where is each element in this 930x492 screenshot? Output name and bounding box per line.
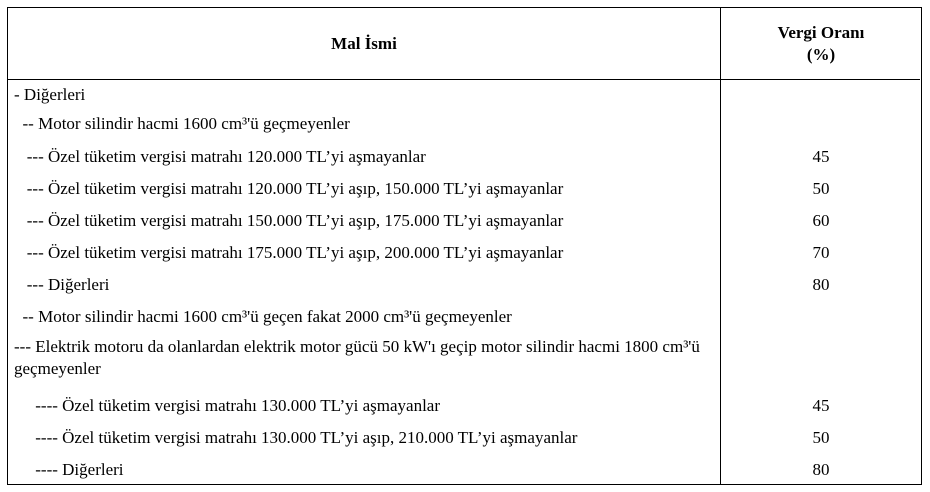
row-rate: 80 <box>812 460 830 479</box>
row-rate: 50 <box>812 428 830 447</box>
row-rate: 70 <box>812 243 830 262</box>
row-name: --- Elektrik motoru da olanlardan elektrik motor gücü 50 kW'ı geçip motor silindir hacmi 1800 cm³'ü geçmeyenler <box>14 337 700 378</box>
row-rate: 80 <box>812 275 830 294</box>
row-name: ---- Özel tüketim vergisi matrahı 130.000 TL’yi aşmayanlar <box>14 396 440 415</box>
row-name: ---- Özel tüketim vergisi matrahı 130.000 TL’yi aşıp, 210.000 TL’yi aşmayanlar <box>14 428 578 447</box>
tax-rate-table <box>7 7 922 485</box>
header-tax-rate-line2: (%) <box>806 44 836 64</box>
row-name: ---- Diğerleri <box>14 460 124 479</box>
row-rate: 60 <box>812 211 830 230</box>
header-tax-rate <box>722 8 920 79</box>
row-name: --- Özel tüketim vergisi matrahı 120.000 TL’yi aşmayanlar <box>14 147 426 166</box>
row-name: -- Motor silindir hacmi 1600 cm³'ü geçen fakat 2000 cm³'ü geçmeyenler <box>14 307 512 326</box>
header-tax-rate-line1: Vergi Oranı <box>777 22 865 42</box>
row-rate: 45 <box>812 147 830 166</box>
row-name: -- Motor silindir hacmi 1600 cm³'ü geçmeyenler <box>14 114 350 133</box>
row-name: --- Özel tüketim vergisi matrahı 175.000 TL’yi aşıp, 200.000 TL’yi aşmayanlar <box>14 243 564 262</box>
row-name: --- Özel tüketim vergisi matrahı 120.000 TL’yi aşıp, 150.000 TL’yi aşmayanlar <box>14 179 564 198</box>
row-name: - Diğerleri <box>14 85 86 104</box>
row-rate: 45 <box>812 396 830 415</box>
row-name: --- Diğerleri <box>14 275 110 294</box>
header-product-name: Mal İsmi <box>331 33 397 53</box>
row-name: --- Özel tüketim vergisi matrahı 150.000 TL’yi aşıp, 175.000 TL’yi aşmayanlar <box>14 211 564 230</box>
row-rate: 50 <box>812 179 830 198</box>
table-header <box>8 8 920 80</box>
